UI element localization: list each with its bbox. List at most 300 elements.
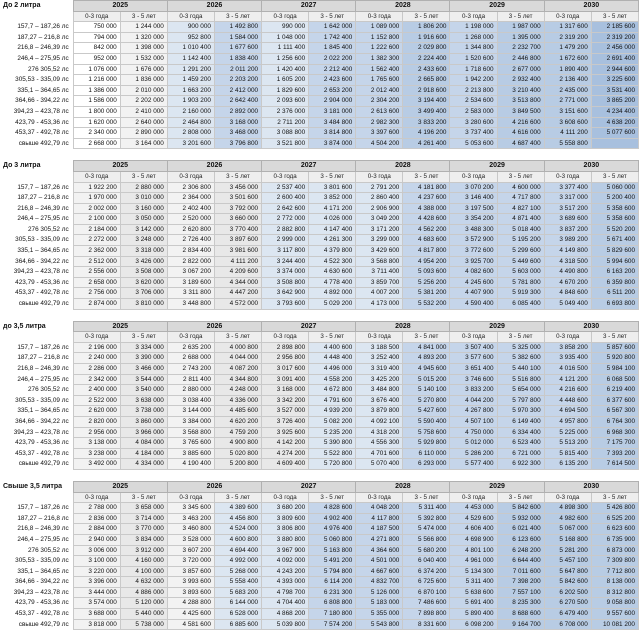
table-row	[1, 235, 639, 246]
price-cell: 3 544 000	[120, 374, 167, 385]
price-cell: 4 687 400	[497, 138, 544, 149]
price-cell: 4 701 600	[356, 448, 403, 459]
price-cell: 3 377 400	[544, 182, 591, 193]
year-header: 2028	[356, 161, 450, 172]
price-cell: 2 362 000	[73, 246, 120, 257]
subheader-corner	[1, 492, 73, 503]
price-cell: 4 087 200	[214, 364, 261, 375]
table-row	[1, 43, 639, 54]
price-cell: 3 189 600	[167, 277, 214, 288]
price-cell: 3 100 000	[73, 556, 120, 567]
table-row	[1, 193, 639, 204]
age-range-header: 3 - 5 лет	[120, 332, 167, 343]
table-row	[1, 577, 639, 588]
price-cell: 5 060 800	[309, 534, 356, 545]
price-cell: 2 522 000	[73, 395, 120, 406]
price-cell: 3 720 000	[167, 556, 214, 567]
price-cell: 3 981 600	[214, 246, 261, 257]
price-table-block	[0, 160, 640, 309]
price-cell: 3 660 000	[214, 214, 261, 225]
price-cell: 6 922 300	[497, 459, 544, 470]
price-cell: 3 038 400	[167, 395, 214, 406]
price-cell: 1 198 000	[450, 22, 497, 33]
price-cell: 5 449 600	[497, 256, 544, 267]
price-cell: 2 435 000	[544, 85, 591, 96]
price-cell: 2 860 400	[356, 193, 403, 204]
price-cell: 4 609 400	[262, 459, 309, 470]
price-cell: 3 801 600	[309, 182, 356, 193]
price-cell: 1 111 400	[262, 43, 309, 54]
price-cell: 4 243 200	[262, 566, 309, 577]
price-cell: 3 466 000	[120, 364, 167, 375]
table-row	[1, 246, 639, 257]
price-cell: 5 163 800	[309, 545, 356, 556]
price-cell: 5 039 800	[262, 619, 309, 630]
price-cell: 4 216 600	[497, 117, 544, 128]
price-cell: 2 811 400	[167, 374, 214, 385]
price-cell: 5 929 800	[403, 438, 450, 449]
price-cell: 5 603 000	[497, 267, 544, 278]
price-cell: 2 184 000	[73, 224, 120, 235]
price-cell: 1 586 000	[73, 96, 120, 107]
price-cell: 2 136 400	[544, 75, 591, 86]
price-table-block	[0, 0, 640, 149]
price-cell: 3 194 400	[403, 96, 450, 107]
price-cell: 6 098 200	[450, 619, 497, 630]
price-cell: 4 841 000	[403, 342, 450, 353]
price-cell: 2 788 000	[73, 503, 120, 514]
price-cell: 1 520 600	[450, 53, 497, 64]
price-cell: 2 213 800	[450, 85, 497, 96]
price-cell: 1 420 400	[262, 64, 309, 75]
table-row	[1, 117, 639, 128]
year-header: 2029	[450, 161, 544, 172]
price-cell: 4 234 400	[591, 106, 638, 117]
table-row	[1, 32, 639, 43]
power-range-label: 216,8 – 246,39 лс	[1, 203, 73, 214]
price-cell: 4 173 000	[356, 299, 403, 310]
price-cell: 4 142 200	[262, 438, 309, 449]
price-cell: 4 490 800	[544, 267, 591, 278]
price-cell: 2 890 000	[120, 128, 167, 139]
price-cell: 3 168 000	[262, 385, 309, 396]
price-cell: 3 501 600	[214, 193, 261, 204]
price-cell: 2 756 000	[73, 288, 120, 299]
price-cell: 3 188 500	[356, 342, 403, 353]
age-range-header: 3 - 5 лет	[309, 492, 356, 503]
price-cell: 4 600 800	[214, 534, 261, 545]
price-cell: 2 534 600	[450, 96, 497, 107]
price-cell: 5 390 800	[309, 438, 356, 449]
price-cell: 4 209 600	[214, 267, 261, 278]
price-cell: 2 620 000	[73, 406, 120, 417]
price-cell: 1 676 000	[120, 64, 167, 75]
price-cell: 4 871 400	[497, 214, 544, 225]
price-cell: 2 400 000	[73, 385, 120, 396]
price-cell: 4 092 000	[262, 556, 309, 567]
price-cell: 3 810 000	[120, 299, 167, 310]
price-cell: 5 015 200	[403, 374, 450, 385]
price-cell: 4 827 100	[497, 203, 544, 214]
price-cell: 3 507 400	[450, 342, 497, 353]
price-cell: 3 860 000	[120, 416, 167, 427]
price-cell: 4 529 600	[450, 513, 497, 524]
price-cell: 6 270 500	[544, 598, 591, 609]
price-cell: 4 828 600	[309, 503, 356, 514]
price-cell: 3 858 200	[544, 342, 591, 353]
age-range-header: 0-3 года	[262, 171, 309, 182]
price-cell: 5 168 800	[544, 534, 591, 545]
price-cell: 2 212 400	[309, 64, 356, 75]
table-row	[1, 277, 639, 288]
price-cell: 5 440 000	[120, 609, 167, 620]
price-cell: 5 200 800	[214, 459, 261, 470]
price-cell: 2 772 000	[262, 214, 309, 225]
power-range-label: 246,4 – 275,95 лс	[1, 53, 73, 64]
age-range-header: 0-3 года	[356, 332, 403, 343]
price-cell: 5 268 000	[214, 566, 261, 577]
price-cell: 2 022 200	[309, 53, 356, 64]
power-range-label: свыше 492,79 лс	[1, 138, 73, 149]
price-cell: 1 970 000	[73, 193, 120, 204]
price-cell: 6 623 600	[591, 524, 638, 535]
table-row	[1, 267, 639, 278]
price-cell: 2 880 000	[167, 385, 214, 396]
subheader-corner	[1, 332, 73, 343]
price-cell: 1 459 200	[167, 75, 214, 86]
age-range-header: 3 - 5 лет	[497, 332, 544, 343]
price-cell: 3 770 400	[214, 224, 261, 235]
price-cell: 3 197 500	[450, 203, 497, 214]
price-cell: 3 318 000	[120, 246, 167, 257]
price-cell: 5 543 800	[356, 619, 403, 630]
power-range-label: 394,23 – 423,78 лс	[1, 427, 73, 438]
age-range-header: 3 - 5 лет	[497, 492, 544, 503]
price-cell: 1 916 600	[403, 32, 450, 43]
price-cell: 4 379 800	[309, 246, 356, 257]
table-row	[1, 138, 639, 149]
price-cell: 4 798 700	[262, 587, 309, 598]
price-cell: 7 486 600	[403, 598, 450, 609]
price-cell: 2 820 000	[73, 416, 120, 427]
price-cell: 8 688 600	[497, 609, 544, 620]
price-cell: 5 325 000	[497, 342, 544, 353]
price-cell: 3 814 800	[309, 128, 356, 139]
power-range-label: 394,23 – 423,78 лс	[1, 587, 73, 598]
price-cell: 3 651 400	[450, 364, 497, 375]
price-cell: 1 222 600	[356, 43, 403, 54]
price-cell: 4 939 200	[309, 406, 356, 417]
price-cell: 2 904 000	[309, 96, 356, 107]
price-cell: 4 558 200	[309, 374, 356, 385]
price-cell: 1 479 200	[544, 43, 591, 54]
price-cell: 5 920 800	[591, 353, 638, 364]
power-range-label: 187,27 – 216,8 лс	[1, 353, 73, 364]
price-cell: 2 653 200	[309, 85, 356, 96]
price-cell: 3 574 000	[73, 598, 120, 609]
price-cell: 5 029 200	[309, 299, 356, 310]
price-cell: 3 319 400	[356, 364, 403, 375]
price-cell: 3 201 600	[167, 138, 214, 149]
age-range-header: 3 - 5 лет	[403, 492, 450, 503]
price-cell: 2 410 000	[120, 106, 167, 117]
price-cell: 1 492 800	[214, 22, 261, 33]
price-cell: 4 694 500	[544, 406, 591, 417]
price-cell: 3 893 600	[167, 587, 214, 598]
price-cell: 3 151 600	[544, 106, 591, 117]
power-range-label: 216,8 – 246,39 лс	[1, 524, 73, 535]
price-cell: 3 897 600	[214, 235, 261, 246]
price-cell: 4 181 800	[403, 182, 450, 193]
table-row	[1, 524, 639, 535]
price-cell: 2 272 000	[73, 235, 120, 246]
price-cell: 4 389 600	[214, 503, 261, 514]
table-row	[1, 513, 639, 524]
price-cell: 4 524 000	[214, 524, 261, 535]
price-cell: 6 110 000	[403, 448, 450, 459]
year-header: 2027	[262, 481, 356, 492]
price-cell: 3 067 200	[167, 267, 214, 278]
price-cell: 2 808 000	[167, 128, 214, 139]
price-cell: 6 219 400	[591, 385, 638, 396]
price-cell: 4 616 000	[497, 128, 544, 139]
price-cell: 10 081 200	[591, 619, 638, 630]
price-cell: 5 647 800	[544, 566, 591, 577]
price-cell: 1 903 200	[167, 96, 214, 107]
price-cell: 3 508 800	[262, 277, 309, 288]
price-cell: 2 791 200	[356, 182, 403, 193]
price-cell: 1 317 600	[544, 22, 591, 33]
price-cell: 4 606 400	[450, 524, 497, 535]
power-range-label: 335,1 – 364,65 лс	[1, 85, 73, 96]
price-cell: 4 600 000	[497, 182, 544, 193]
price-cell: 4 187 500	[356, 524, 403, 535]
price-cell: 3 006 000	[73, 545, 120, 556]
price-cell: 1 620 000	[73, 117, 120, 128]
price-cell: 5 093 600	[403, 267, 450, 278]
price-cell: 3 658 000	[120, 503, 167, 514]
power-range-label: 453,37 - 492,78 лс	[1, 609, 73, 620]
price-cell: 4 149 800	[544, 246, 591, 257]
power-range-label: 453,37 - 492,78 лс	[1, 288, 73, 299]
price-cell: 1 890 400	[544, 64, 591, 75]
price-cell: 4 507 100	[450, 416, 497, 427]
price-cell: 1 800 000	[73, 106, 120, 117]
price-cell: 794 000	[73, 32, 120, 43]
price-cell: 6 721 000	[497, 448, 544, 459]
power-range-label: 187,27 – 216,8 лс	[1, 193, 73, 204]
price-cell: 5 281 200	[544, 545, 591, 556]
price-cell: 4 336 000	[214, 395, 261, 406]
price-cell: 4 868 200	[262, 609, 309, 620]
price-cell: 6 144 000	[214, 598, 261, 609]
price-cell: 2 412 000	[214, 85, 261, 96]
price-cell: 4 638 200	[591, 117, 638, 128]
year-header: 2026	[167, 321, 261, 332]
price-cell: 3 714 000	[120, 513, 167, 524]
price-cell: 3 144 000	[167, 406, 214, 417]
power-range-label: 364,66 - 394,22 лс	[1, 96, 73, 107]
price-cell: 5 381 200	[403, 288, 450, 299]
price-cell: 3 834 000	[120, 534, 167, 545]
power-range-label: 276 305,52 лс	[1, 545, 73, 556]
price-cell: 1 672 600	[544, 53, 591, 64]
price-cell: 5 077 600	[591, 128, 638, 139]
price-cell: 4 992 000	[214, 556, 261, 567]
age-range-header: 0-3 года	[167, 11, 214, 22]
price-cell: 6 870 100	[403, 587, 450, 598]
power-range-label: 335,1 – 364,65 лс	[1, 406, 73, 417]
power-range-label: 423,79 - 453,36 лс	[1, 438, 73, 449]
price-cell: 3 210 400	[497, 85, 544, 96]
price-cell: 3 171 200	[356, 224, 403, 235]
age-range-header: 0-3 года	[544, 171, 591, 182]
price-cell: 6 021 400	[497, 524, 544, 535]
year-header: 2026	[167, 481, 261, 492]
price-cell: 3 299 000	[356, 235, 403, 246]
price-cell: 2 898 800	[262, 342, 309, 353]
power-range-label: 246,4 – 275,95 лс	[1, 214, 73, 225]
price-cell: 4 982 600	[544, 513, 591, 524]
price-cell: 900 000	[167, 22, 214, 33]
price-cell: 5 053 600	[450, 138, 497, 149]
price-cell: 3 993 600	[167, 577, 214, 588]
block-title: до 3,5 литра	[1, 321, 73, 332]
price-cell: 6 644 400	[497, 556, 544, 567]
age-range-header: 3 - 5 лет	[591, 11, 638, 22]
price-cell: 1 642 000	[309, 22, 356, 33]
price-cell: 3 680 200	[262, 503, 309, 514]
price-cell: 4 848 600	[544, 288, 591, 299]
price-cell: 3 142 000	[120, 224, 167, 235]
table-title-row	[1, 161, 639, 172]
year-header: 2025	[73, 321, 167, 332]
price-cell: 3 833 200	[403, 117, 450, 128]
price-cell: 4 485 600	[214, 406, 261, 417]
price-cell: 2 203 200	[214, 75, 261, 86]
price-cell: 2 822 000	[167, 256, 214, 267]
price-cell: 4 407 900	[450, 288, 497, 299]
price-cell: 3 608 600	[544, 117, 591, 128]
price-table-block	[0, 481, 640, 630]
price-cell: 3 397 600	[356, 128, 403, 139]
block-spacer	[0, 314, 640, 321]
power-range-label: 276 305,52 лс	[1, 64, 73, 75]
year-header: 2025	[73, 481, 167, 492]
power-range-label: 364,66 - 394,22 лс	[1, 577, 73, 588]
price-cell: 6 377 600	[591, 395, 638, 406]
price-cell: 3 925 700	[450, 256, 497, 267]
price-cell: 6 735 900	[591, 534, 638, 545]
power-range-label: 276 305,52 лс	[1, 385, 73, 396]
age-range-header: 0-3 года	[167, 492, 214, 503]
price-cell: 4 261 300	[309, 235, 356, 246]
power-range-label: 216,8 – 246,39 лс	[1, 43, 73, 54]
price-cell: 4 084 000	[120, 438, 167, 449]
price-cell: 4 572 000	[214, 299, 261, 310]
price-cell: 4 000 800	[214, 342, 261, 353]
price-cell: 2 319 200	[544, 32, 591, 43]
table-row	[1, 427, 639, 438]
price-cell: 2 012 400	[356, 85, 403, 96]
price-cell: 6 231 300	[309, 587, 356, 598]
table-row	[1, 299, 639, 310]
price-cell: 4 562 200	[403, 224, 450, 235]
power-range-label: 453,37 - 492,78 лс	[1, 128, 73, 139]
price-cell: 4 026 000	[309, 214, 356, 225]
price-cell: 4 698 900	[450, 534, 497, 545]
power-range-label: 423,79 - 453,36 лс	[1, 117, 73, 128]
price-cell: 4 216 600	[544, 385, 591, 396]
price-cell: 4 694 400	[214, 545, 261, 556]
price-cell: 4 448 400	[309, 353, 356, 364]
price-cell: 3 456 000	[214, 182, 261, 193]
price-cell: 4 496 000	[309, 364, 356, 375]
price-cell: 5 183 000	[356, 598, 403, 609]
price-cell: 5 491 200	[309, 556, 356, 567]
price-cell: 5 311 400	[403, 503, 450, 514]
age-range-header: 3 - 5 лет	[497, 11, 544, 22]
price-cell: 5 970 300	[497, 406, 544, 417]
age-range-header: 0-3 года	[356, 11, 403, 22]
price-cell: 3 967 900	[262, 545, 309, 556]
price-cell: 2 677 000	[497, 64, 544, 75]
price-cell: 2 918 600	[403, 85, 450, 96]
table-row	[1, 406, 639, 417]
price-cell: 4 171 200	[309, 203, 356, 214]
price-cell: 4 318 200	[356, 427, 403, 438]
power-range-label: 335,1 – 364,65 лс	[1, 246, 73, 257]
price-cell: 4 501 000	[356, 556, 403, 567]
price-cell: 6 511 200	[591, 288, 638, 299]
age-range-header: 0-3 года	[450, 332, 497, 343]
price-cell: 2 834 400	[167, 246, 214, 257]
table-row	[1, 416, 639, 427]
price-cell: 3 508 000	[120, 267, 167, 278]
power-range-label: 157,7 – 187,26 лс	[1, 503, 73, 514]
table-row	[1, 364, 639, 375]
price-cell: 5 195 200	[497, 235, 544, 246]
subheader-corner	[1, 171, 73, 182]
age-range-header: 3 - 5 лет	[214, 332, 261, 343]
price-cell: 5 235 200	[309, 427, 356, 438]
age-range-header: 0-3 года	[73, 11, 120, 22]
price-cell: 6 567 300	[591, 406, 638, 417]
table-row	[1, 106, 639, 117]
price-cell: 4 111 200	[544, 128, 591, 139]
age-range-header: 0-3 года	[450, 11, 497, 22]
year-header: 2027	[262, 321, 356, 332]
price-cell: 3 146 400	[450, 193, 497, 204]
price-cell: 4 121 200	[544, 374, 591, 385]
power-range-label: 187,27 – 216,8 лс	[1, 32, 73, 43]
price-cell: 6 293 000	[403, 459, 450, 470]
price-cell: 4 318 500	[544, 256, 591, 267]
table-row	[1, 288, 639, 299]
price-cell: 3 935 400	[544, 353, 591, 364]
price-cell: 1 765 600	[356, 75, 403, 86]
block-title: Свыше 3,5 литра	[1, 481, 73, 492]
price-cell: 5 654 000	[497, 385, 544, 396]
price-cell: 4 886 000	[120, 587, 167, 598]
price-cell: 3 429 600	[356, 246, 403, 257]
price-table-block	[0, 321, 640, 470]
price-cell: 1 216 000	[73, 75, 120, 86]
price-cell: 3 499 400	[403, 106, 450, 117]
age-range-header: 3 - 5 лет	[403, 171, 450, 182]
price-cell: 3 577 600	[450, 353, 497, 364]
price-cell: 4 556 300	[356, 438, 403, 449]
